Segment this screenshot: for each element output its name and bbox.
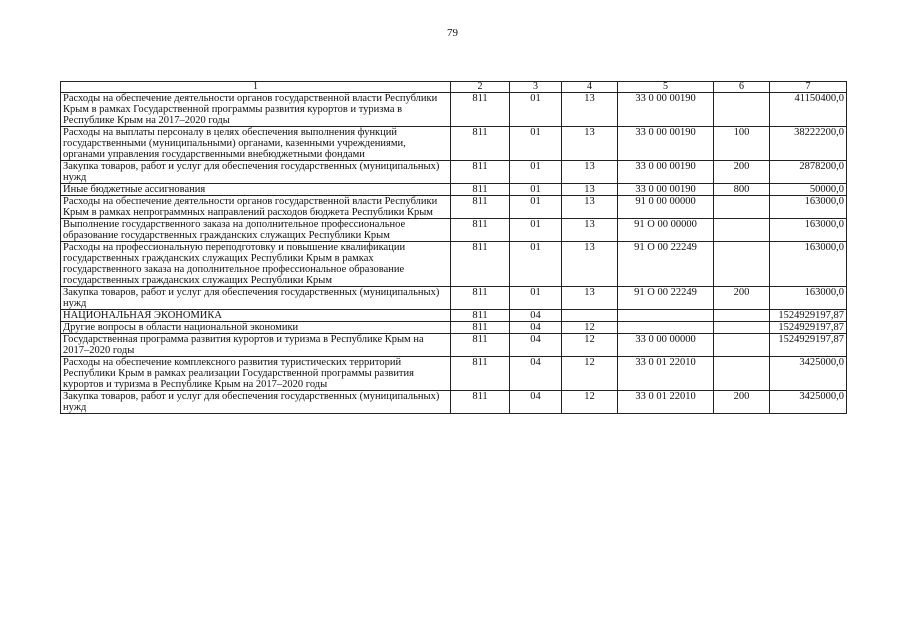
cell-target-article: 91 О 00 22249	[618, 287, 714, 310]
cell-target-article: 91 О 00 22249	[618, 242, 714, 287]
cell-expense-type: 200	[714, 391, 770, 414]
cell-section: 04	[510, 357, 562, 391]
cell-section: 04	[510, 310, 562, 322]
cell-expense-type	[714, 334, 770, 357]
cell-description: НАЦИОНАЛЬНАЯ ЭКОНОМИКА	[61, 310, 451, 322]
cell-expense-type	[714, 93, 770, 127]
table-row	[61, 391, 847, 414]
cell-ministry-code: 811	[451, 196, 510, 219]
table-row	[61, 184, 847, 196]
cell-expense-type: 100	[714, 127, 770, 161]
cell-subsection: 13	[562, 184, 618, 196]
cell-target-article: 33 0 00 00190	[618, 127, 714, 161]
cell-section: 01	[510, 287, 562, 310]
cell-target-article: 33 0 00 00000	[618, 334, 714, 357]
header-col-2: 2	[451, 82, 510, 93]
cell-description: Выполнение государственного заказа на дополнительное профессиональное образование государственных гражданских служащих Республики Крым	[61, 219, 451, 242]
cell-subsection: 13	[562, 196, 618, 219]
cell-ministry-code: 811	[451, 357, 510, 391]
cell-ministry-code: 811	[451, 93, 510, 127]
cell-amount: 1524929197,87	[770, 310, 847, 322]
cell-expense-type	[714, 219, 770, 242]
cell-target-article: 33 0 01 22010	[618, 391, 714, 414]
cell-target-article: 33 0 00 00190	[618, 184, 714, 196]
cell-subsection: 13	[562, 93, 618, 127]
cell-subsection: 12	[562, 357, 618, 391]
cell-description: Расходы на обеспечение деятельности органов государственной власти Республики Крым в рамках непрограммных направлений расходов бюджета Республики Крым	[61, 196, 451, 219]
cell-description: Расходы на обеспечение комплексного развития туристических территорий Республики Крым в рамках реализации Государственной программы развития курортов и туризма в Республике Крым на 2017–2020 годы	[61, 357, 451, 391]
cell-amount: 3425000,0	[770, 391, 847, 414]
page-number: 79	[447, 27, 458, 39]
cell-ministry-code: 811	[451, 310, 510, 322]
table-row	[61, 357, 847, 391]
cell-section: 01	[510, 127, 562, 161]
cell-description: Расходы на профессиональную переподготовку и повышение квалификации государственных гражданских служащих Республики Крым в рамках государственного заказа на дополнительное профессиональное образование государственных гражданских служащих Республики Крым	[61, 242, 451, 287]
cell-ministry-code: 811	[451, 127, 510, 161]
cell-target-article: 33 0 01 22010	[618, 357, 714, 391]
cell-section: 04	[510, 334, 562, 357]
cell-description: Расходы на обеспечение деятельности органов государственной власти Республики Крым в рамках Государственной программы развития курортов и туризма в Республике Крым на 2017–2020 годы	[61, 93, 451, 127]
cell-target-article: 91 0 00 00000	[618, 196, 714, 219]
table-row	[61, 196, 847, 219]
cell-amount: 163000,0	[770, 219, 847, 242]
cell-subsection: 13	[562, 127, 618, 161]
table-row	[61, 93, 847, 127]
cell-expense-type	[714, 196, 770, 219]
cell-target-article	[618, 322, 714, 334]
table-row	[61, 310, 847, 322]
header-col-4: 4	[562, 82, 618, 93]
cell-section: 01	[510, 242, 562, 287]
header-row	[61, 82, 847, 93]
cell-description: Другие вопросы в области национальной экономики	[61, 322, 451, 334]
cell-target-article: 33 0 00 00190	[618, 93, 714, 127]
cell-expense-type: 800	[714, 184, 770, 196]
cell-target-article	[618, 310, 714, 322]
cell-description: Расходы на выплаты персоналу в целях обеспечения выполнения функций государственными (муниципальными) органами, казенными учреждениями, органами управления государственными внебюджетными фондами	[61, 127, 451, 161]
cell-ministry-code: 811	[451, 334, 510, 357]
cell-subsection: 12	[562, 391, 618, 414]
cell-amount: 163000,0	[770, 287, 847, 310]
cell-target-article: 33 0 00 00190	[618, 161, 714, 184]
cell-description: Закупка товаров, работ и услуг для обеспечения государственных (муниципальных) нужд	[61, 391, 451, 414]
cell-subsection	[562, 310, 618, 322]
cell-expense-type	[714, 310, 770, 322]
cell-expense-type	[714, 357, 770, 391]
cell-section: 01	[510, 93, 562, 127]
cell-description: Закупка товаров, работ и услуг для обеспечения государственных (муниципальных) нужд	[61, 161, 451, 184]
table-row	[61, 219, 847, 242]
cell-ministry-code: 811	[451, 161, 510, 184]
header-col-5: 5	[618, 82, 714, 93]
cell-expense-type: 200	[714, 161, 770, 184]
cell-expense-type	[714, 322, 770, 334]
cell-amount: 50000,0	[770, 184, 847, 196]
header-col-3: 3	[510, 82, 562, 93]
cell-ministry-code: 811	[451, 287, 510, 310]
cell-section: 04	[510, 322, 562, 334]
cell-ministry-code: 811	[451, 322, 510, 334]
header-col-6: 6	[714, 82, 770, 93]
cell-ministry-code: 811	[451, 242, 510, 287]
header-col-7: 7	[770, 82, 847, 93]
cell-section: 01	[510, 196, 562, 219]
cell-subsection: 13	[562, 219, 618, 242]
cell-amount: 41150400,0	[770, 93, 847, 127]
cell-ministry-code: 811	[451, 184, 510, 196]
cell-subsection: 13	[562, 242, 618, 287]
cell-amount: 3425000,0	[770, 357, 847, 391]
table-row	[61, 127, 847, 161]
cell-subsection: 13	[562, 287, 618, 310]
budget-table	[60, 81, 847, 414]
cell-amount: 2878200,0	[770, 161, 847, 184]
cell-section: 01	[510, 161, 562, 184]
cell-amount: 1524929197,87	[770, 322, 847, 334]
table-row	[61, 322, 847, 334]
cell-subsection: 12	[562, 322, 618, 334]
cell-description: Закупка товаров, работ и услуг для обеспечения государственных (муниципальных) нужд	[61, 287, 451, 310]
cell-ministry-code: 811	[451, 219, 510, 242]
header-col-1: 1	[61, 82, 451, 93]
cell-amount: 1524929197,87	[770, 334, 847, 357]
cell-ministry-code: 811	[451, 391, 510, 414]
cell-target-article: 91 О 00 00000	[618, 219, 714, 242]
table-row	[61, 161, 847, 184]
cell-description: Иные бюджетные ассигнования	[61, 184, 451, 196]
cell-subsection: 12	[562, 334, 618, 357]
cell-subsection: 13	[562, 161, 618, 184]
cell-expense-type	[714, 242, 770, 287]
table-row	[61, 334, 847, 357]
cell-description: Государственная программа развития курортов и туризма в Республике Крым на 2017–2020 годы	[61, 334, 451, 357]
cell-section: 04	[510, 391, 562, 414]
cell-section: 01	[510, 219, 562, 242]
cell-amount: 38222200,0	[770, 127, 847, 161]
cell-section: 01	[510, 184, 562, 196]
table-row	[61, 287, 847, 310]
cell-expense-type: 200	[714, 287, 770, 310]
table-row	[61, 242, 847, 287]
cell-amount: 163000,0	[770, 196, 847, 219]
cell-amount: 163000,0	[770, 242, 847, 287]
